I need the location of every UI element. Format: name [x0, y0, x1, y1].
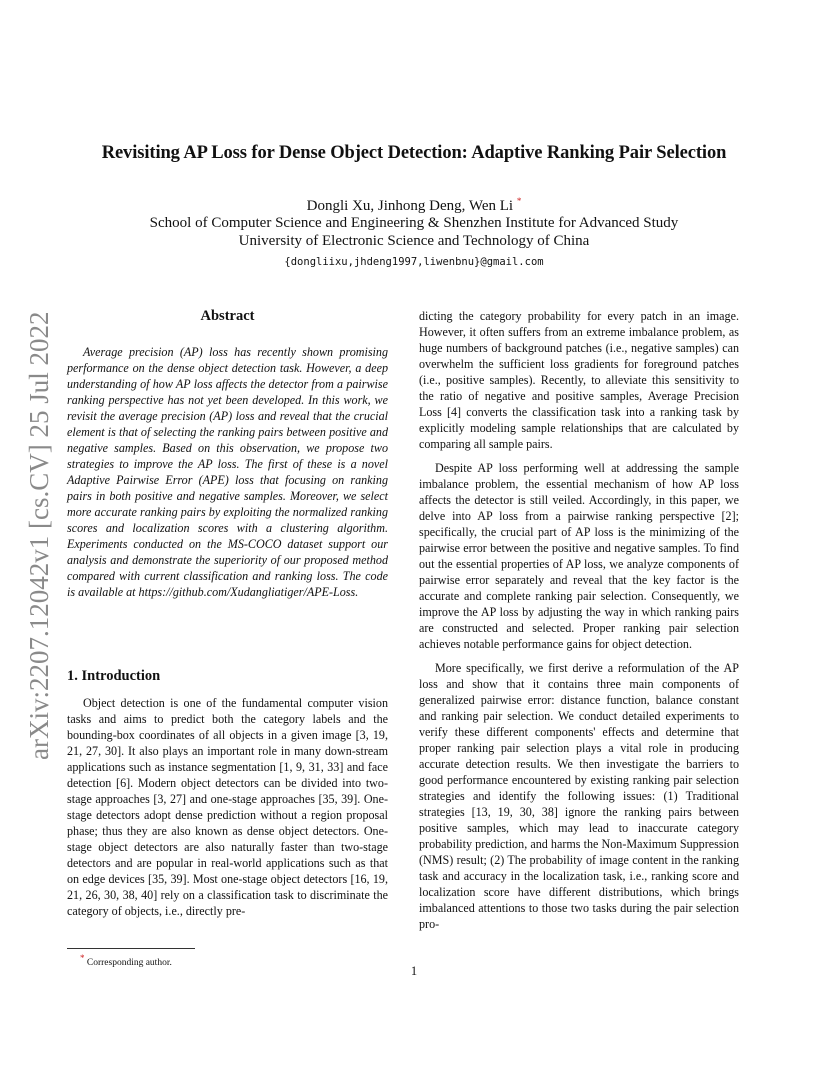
corresponding-author-mark: *	[516, 196, 522, 206]
intro-paragraph: Despite AP loss performing well at addressing the sample imbalance problem, the essential mechanism of how AP loss affects the detector is still veiled. Accordingly, in this paper, we delve into AP loss from a pairwise ranking perspective [2]; specifically, the crucial part of AP loss is the minimizing of the pairwise error between the positive and negative samples. To find out the essential properties of AP loss, we analyze components of pairwise error separately and reveal that the key factor is the accurate and complete ranking pair selection. Consequently, we improve the AP loss by adjusting the way in which ranking pairs are constructed and selected. Proper ranking pair selection achieves notable performance gains for object detection.	[419, 461, 739, 651]
intro-paragraph: More specifically, we first derive a reformulation of the AP loss and show that it contains three main components of generalized pairwise error: distance function, balance constant and ranking pair selection. We conduct detailed experiments to verify these different components' effects and determine that proper ranking pair selection plays a vital role in producing accurate detection results. We then investigate the barriers to good performance encountered by existing ranking pair selection strategies and identify the following issues: (1) Traditional strategies [13, 19, 30, 38] ignore the ranking pairs between positive samples, which may lead to inaccurate category probability prediction, and harms the Non-Maximum Suppression (NMS) result; (2) The probability of image content in the ranking task and accuracy in the localization task, i.e., ranking score and localization score have different distributions, which brings imbalanced attentions to those two tasks during the pair selection pro-	[419, 661, 739, 931]
abstract-heading: Abstract	[200, 308, 255, 324]
introduction-heading: 1. Introduction	[67, 668, 161, 684]
intro-paragraph: dicting the category probability for every patch in an image. However, it often suffers from an extreme imbalance problem, as huge numbers of background patches (i.e., negative samples) can overwhelm the sufficient loss gradients for foreground patches (i.e., positive samples). Recently, to alleviate this sensitivity to the ratio of negative and positive samples, Average Precision Loss [4] converts the classification task into a ranking task by explicitly modeling sample relationships that are calculated by comparing all sample pairs.	[419, 309, 739, 451]
author-names: Dongli Xu, Jinhong Deng, Wen Li	[306, 198, 514, 214]
footnote-text: Corresponding author.	[86, 958, 172, 969]
author-list	[0, 196, 828, 215]
affiliation-school: School of Computer Science and Engineering & Shenzhen Institute for Advanced Study	[149, 215, 679, 231]
abstract-body: Average precision (AP) loss has recently shown promising performance on the dense object detection task. However, a deep understanding of how AP loss affects the detector from a pairwise ranking perspective has not yet been developed. In this work, we revisit the average precision (AP) loss and reveal that the crucial element is that of selecting the ranking pairs between positive and negative samples. Based on this observation, we propose two strategies to improve the AP loss. The first of these is a novel Adaptive Pairwise Error (APE) loss that focusing on ranking pairs in both positive and negative samples. Moreover, we select more accurate ranking pairs by exploiting the normalized ranking scores and localization scores with a clustering algorithm. Experiments conducted on the MS-COCO dataset support our analysis and demonstrate the superiority of our proposed method compared with current classification and ranking loss. The code is available at https://github.com/Xudangliatiger/APE-Loss.	[67, 345, 388, 599]
introduction-left-column	[67, 695, 388, 927]
paper-title: Revisiting AP Loss for Dense Object Detection: Adaptive Ranking Pair Selection	[101, 143, 727, 163]
affiliation-university: University of Electronic Science and Technology of China	[238, 233, 590, 249]
footnote-rule	[67, 948, 195, 949]
arxiv-identifier-stamp: arXiv:2207.12042v1 [cs.CV] 25 Jul 2022	[24, 311, 54, 760]
page-number: 1	[410, 964, 418, 978]
intro-paragraph: Object detection is one of the fundamental computer vision tasks and aims to predict both the category labels and the bounding-box coordinates of all objects in a given image [3, 19, 21, 27, 30]. It also plays an important role in many down-stream applications such as instance segmentation [1, 9, 31, 33] and face detection [6]. Modern object detectors can be divided into two-stage approaches [3, 27] and one-stage approaches [35, 39]. One-stage detectors adopt dense prediction without a region proposal phase; thus they are also known as dense object detectors. One-stage object detectors are also naturally faster than two-stage detectors and are popular in real-world applications such as that on edge devices [35, 39]. Most one-stage object detectors [16, 19, 21, 26, 30, 38, 40] rely on a classification task to discriminate the category of objects, i.e., directly pre-	[67, 696, 388, 918]
footnote-mark: *	[80, 953, 85, 963]
introduction-right-column	[419, 308, 739, 940]
author-emails: {dongliixu,jhdeng1997,liwenbnu}@gmail.com	[284, 256, 544, 268]
